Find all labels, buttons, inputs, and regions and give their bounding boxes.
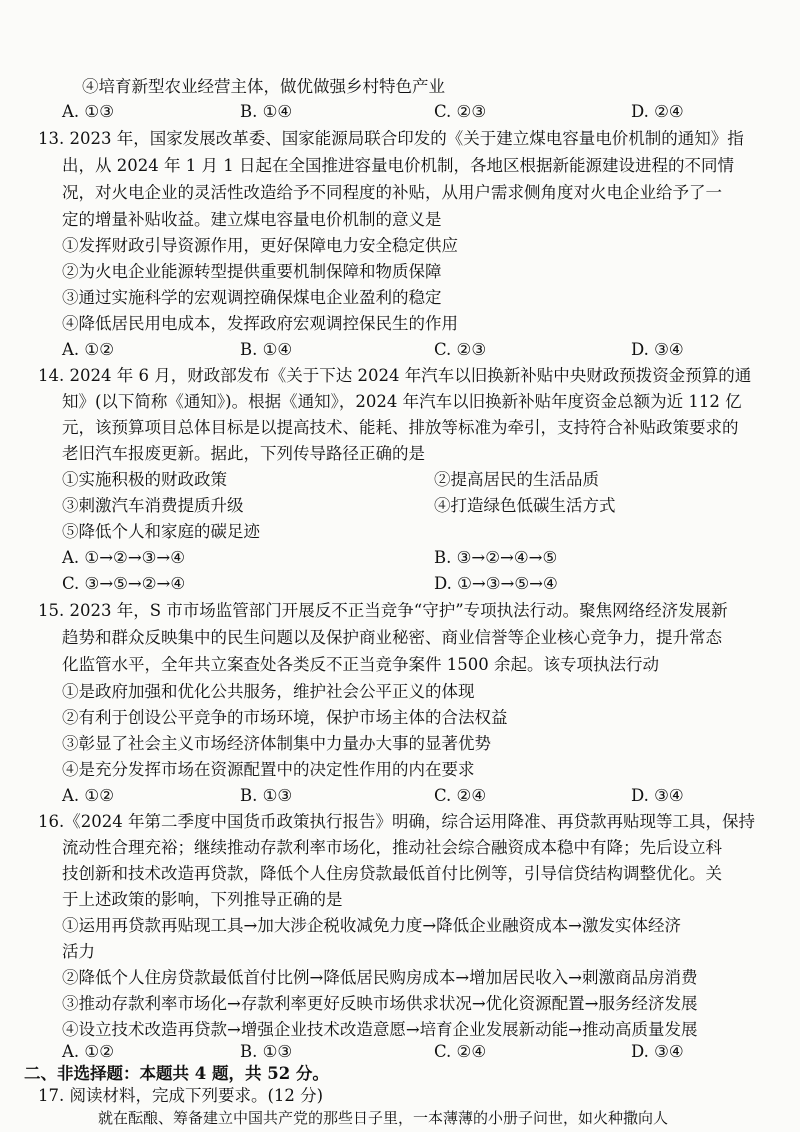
q15-option-c: C. ②④: [434, 786, 487, 805]
q14-option-c: C. ③→⑤→②→④: [62, 574, 186, 593]
q13-stem-4: 定的增量补贴收益。建立煤电容量电价机制的意义是: [62, 210, 442, 229]
q16-item-1-cont: 活力: [62, 942, 95, 961]
q14-stem-3: 元，该预算项目总体目标是以提高技术、能耗、排放等标准为牵引，支持符合补贴政策要求的: [62, 418, 739, 437]
q15-item-1: ①是政府加强和优化公共服务，维护社会公平正义的体现: [62, 682, 475, 701]
q15-option-a: A. ①②: [62, 786, 114, 805]
q15-stem-2: 趋势和群众反映集中的民生问题以及保护商业秘密、商业信誉等企业核心竞争力，提升常态: [62, 628, 722, 647]
q16-item-4: ④设立技术改造再贷款→增强企业技术改造意愿→培育企业发展新动能→推动高质量发展: [62, 1020, 698, 1039]
q13-stem-3: 况，对火电企业的灵活性改造给予不同程度的补贴，从用户需求侧角度对火电企业给予了一: [62, 183, 722, 202]
q13-item-3: ③通过实施科学的宏观调控确保煤电企业盈利的稳定: [62, 288, 442, 307]
q12-option-b: B. ①④: [240, 102, 293, 121]
q14-item-3: ③刺激汽车消费提质升级: [62, 496, 244, 515]
q16-option-c: C. ②④: [434, 1042, 487, 1061]
q13-stem-1: 13. 2023 年，国家发展改革委、国家能源局联合印发的《关于建立煤电容量电价机制的通知》指: [38, 129, 744, 148]
q14-item-2: ②提高居民的生活品质: [434, 470, 599, 489]
q16-item-3: ③推动存款利率市场化→存款利率更好反映市场供求状况→优化资源配置→服务经济发展: [62, 994, 698, 1013]
q15-item-2: ②有利于创设公平竞争的市场环境，保护市场主体的合法权益: [62, 708, 508, 727]
q13-item-2: ②为火电企业能源转型提供重要机制保障和物质保障: [62, 262, 442, 281]
q13-option-c: C. ②③: [434, 340, 487, 359]
q16-item-2: ②降低个人住房贷款最低首付比例→降低居民购房成本→增加居民收入→刺激商品房消费: [62, 968, 698, 987]
q16-stem-1: 16.《2024 年第二季度中国货币政策执行报告》明确，综合运用降准、再贷款再贴现等工具，保持: [38, 812, 755, 831]
q14-item-1: ①实施积极的财政政策: [62, 470, 227, 489]
q15-option-b: B. ①③: [240, 786, 293, 805]
q16-option-d: D. ③④: [631, 1042, 684, 1061]
q16-stem-4: 于上述政策的影响，下列推导正确的是: [62, 890, 343, 909]
q14-stem-2: 知》(以下简称《通知》)。根据《通知》，2024 年汽车以旧换新补贴年度资金总额为近 112 亿: [62, 392, 742, 411]
q14-option-a: A. ①→②→③→④: [62, 548, 186, 567]
q16-option-a: A. ①②: [62, 1042, 114, 1061]
q15-stem-1: 15. 2023 年，S 市市场监管部门开展反不正当竞争“守护”专项执法行动。聚焦网络经济发展新: [38, 601, 728, 620]
q14-option-d: D. ①→③→⑤→④: [434, 574, 558, 593]
q16-item-1: ①运用再贷款再贴现工具→加大涉企税收减免力度→降低企业融资成本→激发实体经济: [62, 916, 681, 935]
q13-option-a: A. ①②: [62, 340, 114, 359]
q12-item-4: ④培育新型农业经营主体，做优做强乡村特色产业: [82, 77, 445, 96]
q13-stem-2: 出，从 2024 年 1 月 1 日起在全国推进容量电价机制，各地区根据新能源建设进程的不同情: [62, 156, 734, 175]
q15-stem-3: 化监管水平，全年共立案查处各类反不正当竞争案件 1500 余起。该专项执法行动: [62, 655, 659, 674]
q13-option-d: D. ③④: [631, 340, 684, 359]
q16-stem-3: 技创新和技术改造再贷款，降低个人住房贷款最低首付比例等，引导信贷结构调整优化。关: [62, 864, 722, 883]
q15-option-d: D. ③④: [631, 786, 684, 805]
q12-option-d: D. ②④: [631, 102, 684, 121]
section-2-heading: 二、非选择题：本题共 4 题，共 52 分。: [24, 1064, 329, 1083]
q14-item-4: ④打造绿色低碳生活方式: [434, 496, 616, 515]
q13-option-b: B. ①④: [240, 340, 293, 359]
q17-text-1: 就在酝酿、筹备建立中国共产党的那些日子里，一本薄薄的小册子问世，如火种撒向人: [98, 1109, 669, 1127]
q16-stem-2: 流动性合理充裕；继续推动存款利率市场化，推动社会综合融资成本稳中有降；先后设立科: [62, 838, 722, 857]
q17-stem: 17. 阅读材料，完成下列要求。(12 分): [38, 1086, 324, 1105]
q14-item-5: ⑤降低个人和家庭的碳足迹: [62, 522, 260, 541]
q12-option-c: C. ②③: [434, 102, 487, 121]
q14-stem-4: 老旧汽车报废更新。据此，下列传导路径正确的是: [62, 444, 425, 463]
q12-option-a: A. ①③: [62, 102, 114, 121]
q15-item-3: ③彰显了社会主义市场经济体制集中力量办大事的显著优势: [62, 734, 491, 753]
q13-item-4: ④降低居民用电成本，发挥政府宏观调控保民生的作用: [62, 314, 458, 333]
q14-option-b: B. ③→②→④→⑤: [434, 548, 558, 567]
q15-item-4: ④是充分发挥市场在资源配置中的决定性作用的内在要求: [62, 760, 475, 779]
q16-option-b: B. ①③: [240, 1042, 293, 1061]
q13-item-1: ①发挥财政引导资源作用，更好保障电力安全稳定供应: [62, 236, 458, 255]
q14-stem-1: 14. 2024 年 6 月，财政部发布《关于下达 2024 年汽车以旧换新补贴中央财政预拨资金预算的通: [38, 366, 752, 385]
